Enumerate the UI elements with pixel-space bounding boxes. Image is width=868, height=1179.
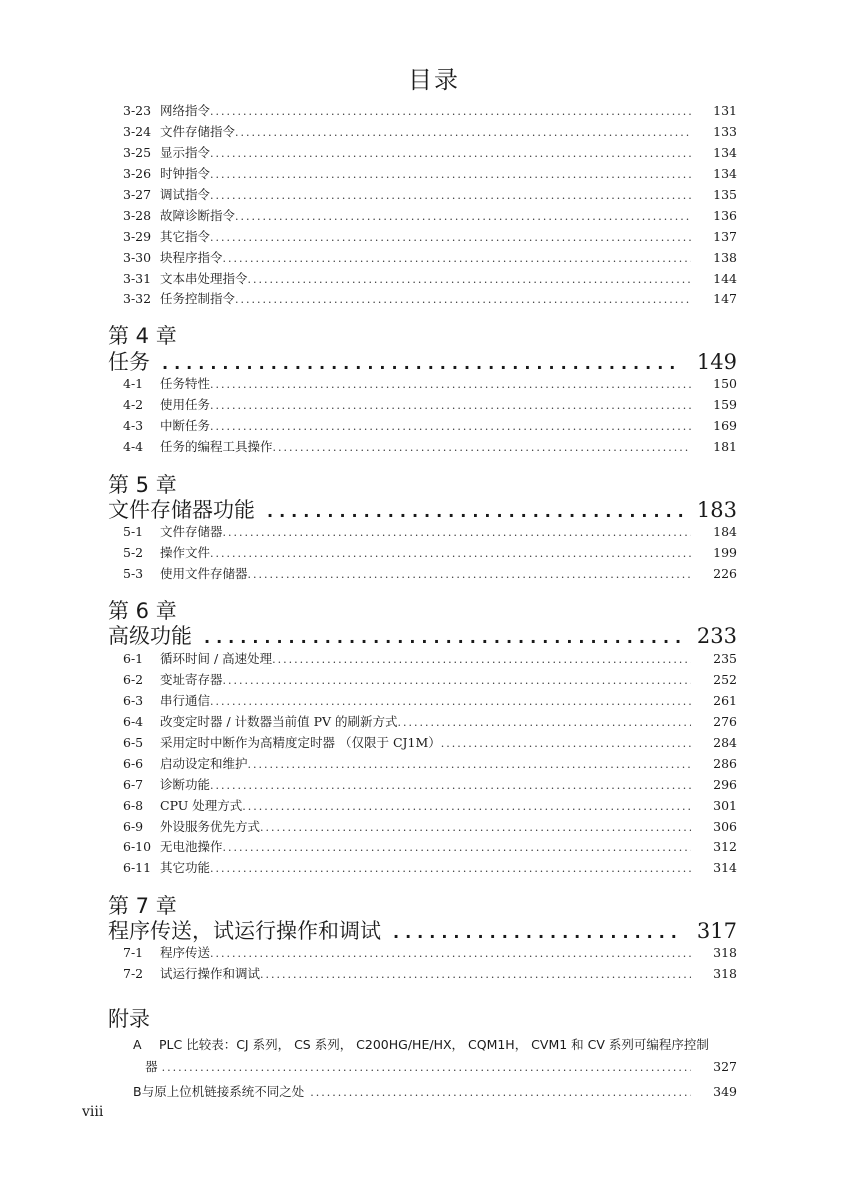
toc-entry[interactable] [123,858,737,878]
entry-page: 301 [713,798,737,813]
entry-page: 136 [713,208,737,223]
dot-leader [162,1057,691,1079]
entry-page: 306 [713,819,737,834]
toc-entry[interactable] [123,943,737,963]
entry-title: 串行通信 [160,693,211,708]
entry-title: 无电池操作 [160,839,223,854]
entry-page: 199 [713,545,737,560]
toc-entry[interactable] [123,101,737,121]
entry-title: 网络指令 [160,103,211,118]
entry-page: 147 [713,291,737,306]
entry-number: 3-26 [123,166,152,181]
toc-entry[interactable] [123,543,737,563]
entry-number: 3-29 [123,229,152,244]
entry-title: 使用任务 [160,397,211,412]
entry-page: 135 [713,187,737,202]
entry-page: 144 [713,271,737,286]
entry-page: 349 [713,1084,737,1099]
toc-entry[interactable] [123,269,737,289]
toc-entry[interactable] [123,437,737,457]
toc-entry[interactable] [123,964,737,984]
entry-title: 时钟指令 [160,166,211,181]
dot-leader [272,650,691,670]
entry-page: 318 [713,966,737,981]
entry-title: 任务控制指令 [160,291,236,306]
entry-title: 其它功能 [160,860,211,875]
entry-number: 3-24 [123,124,152,139]
entry-title: 显示指令 [160,145,211,160]
entry-number: 6-5 [123,735,144,750]
entry-number: 4-4 [123,439,144,454]
dot-leader [223,523,692,543]
appendix-entry-title-continued: 器 [145,1059,158,1074]
chapter-title: 任务 [108,350,150,374]
chapter-label: 第 7 章 [108,894,177,918]
toc-entry[interactable] [123,227,737,247]
chapter-heading[interactable] [108,496,737,524]
chapter-label: 第 5 章 [108,473,177,497]
chapter-heading[interactable] [108,917,737,945]
entry-number: 3-27 [123,187,152,202]
dot-leader [210,144,691,164]
dot-leader [210,544,691,564]
entry-page: 226 [713,566,737,581]
entry-page: 312 [713,839,737,854]
dot-leader [398,713,692,733]
dot-leader [210,859,691,879]
entry-page: 318 [713,945,737,960]
entry-number: 4-3 [123,418,144,433]
toc-entry[interactable] [123,733,737,753]
entry-number: 5-3 [123,566,144,581]
entry-number: 6-8 [123,798,144,813]
toc-entry[interactable] [123,712,737,732]
entry-page: 296 [713,777,737,792]
chapter-heading[interactable] [108,622,737,650]
entry-title: CPU 处理方式 [160,798,243,813]
entry-title: 文件存储器 [160,524,223,539]
entry-title: 块程序指令 [160,250,223,265]
entry-title: 任务的编程工具操作 [160,439,273,454]
dot-leader [210,396,691,416]
entry-title: 任务特性 [160,376,211,391]
toc-entry[interactable] [123,185,737,205]
toc-entry[interactable] [123,817,737,837]
dot-leader [248,565,692,585]
entry-title: 改变定时器 / 计数器当前值 PV 的刷新方式 [160,714,398,729]
chapter-title: 文件存储器功能 [108,498,255,522]
entry-title: 中断任务 [160,418,211,433]
entry-title: 启动设定和维护 [160,756,248,771]
entry-page: 286 [713,756,737,771]
dot-leader [210,186,691,206]
chapter-label: 第 6 章 [108,599,177,623]
toc-entry[interactable] [123,374,737,394]
entry-title: 使用文件存储器 [160,566,248,581]
entry-number: 4-2 [123,397,144,412]
entry-number: 3-23 [123,103,152,118]
entry-number: 5-2 [123,545,144,560]
entry-page: 235 [713,651,737,666]
chapter-page: 317 [696,919,737,943]
dot-leader [248,755,692,775]
dot-leader [210,375,691,395]
dot-leader [223,249,692,269]
toc-entry[interactable] [123,649,737,669]
entry-number: 6-9 [123,819,144,834]
dot-leader [210,228,691,248]
toc-entry[interactable] [123,416,737,436]
entry-page: 138 [713,250,737,265]
appendix-entry[interactable] [133,1034,737,1079]
toc-entry[interactable] [123,691,737,711]
dot-leader [441,734,691,754]
toc-entry[interactable] [123,837,737,857]
entry-number: 3-28 [123,208,152,223]
dot-leader [273,438,692,458]
toc-entry[interactable] [123,122,737,142]
entry-page: 134 [713,166,737,181]
entry-title: 循环时间 / 高速处理 [160,651,273,666]
entry-page: 284 [713,735,737,750]
appendix-letter: B [133,1084,142,1099]
dot-leader [260,818,691,838]
toc-entry[interactable] [123,248,737,268]
toc-entry[interactable] [123,289,737,309]
dot-leader [210,165,691,185]
dot-leader [248,270,692,290]
appendix-entry[interactable] [133,1081,737,1104]
entry-page: 137 [713,229,737,244]
entry-number: 3-32 [123,291,152,306]
dot-leader [235,290,691,310]
entry-number: 6-2 [123,672,144,687]
entry-title: 采用定时中断作为高精度定时器 （仅限于 CJ1M） [160,735,441,750]
entry-number: 6-10 [123,839,152,854]
appendix-entry-title: PLC 比较表：CJ 系列， CS 系列， C200HG/HE/HX， CQM1H， CVM1 和 CV 系列可编程序控制 [159,1037,709,1052]
entry-page: 131 [713,103,737,118]
entry-page: 169 [713,418,737,433]
entry-page: 327 [713,1059,737,1074]
entry-title: 调试指令 [160,187,211,202]
dot-leader [210,417,691,437]
entry-page: 276 [713,714,737,729]
dot-leader [310,1082,691,1104]
dot-leader [210,776,691,796]
appendix-entry-title: 与原上位机链接系统不同之处 [141,1084,305,1099]
toc-entry[interactable] [123,206,737,226]
entry-title: 文本串处理指令 [160,271,248,286]
dot-leader [235,123,691,143]
chapter-title: 程序传送，试运行操作和调试 [108,919,381,943]
toc-entry[interactable] [123,164,737,184]
page-folio: viii [82,1104,104,1120]
entry-number: 7-1 [123,945,144,960]
toc-entry[interactable] [123,796,737,816]
entry-page: 133 [713,124,737,139]
entry-title: 故障诊断指令 [160,208,236,223]
entry-page: 181 [713,439,737,454]
entry-number: 3-31 [123,271,152,286]
dot-leader [260,965,691,985]
chapter-label: 第 4 章 [108,324,177,348]
toc-entry[interactable] [123,564,737,584]
dot-leader [223,838,692,858]
entry-title: 其它指令 [160,229,211,244]
dot-leader [210,102,691,122]
toc-entry[interactable] [123,775,737,795]
dot-leader [235,207,691,227]
entry-page: 314 [713,860,737,875]
entry-number: 6-4 [123,714,144,729]
toc-entry[interactable] [123,754,737,774]
chapter-page: 149 [696,350,737,374]
entry-number: 3-30 [123,250,152,265]
entry-title: 外设服务优先方式 [160,819,261,834]
entry-page: 252 [713,672,737,687]
page-title: 目录 [408,66,460,94]
entry-page: 134 [713,145,737,160]
entry-title: 变址寄存器 [160,672,223,687]
toc-entry[interactable] [123,670,737,690]
entry-title: 试运行操作和调试 [160,966,261,981]
dot-leader [242,797,691,817]
chapter-title: 高级功能 [108,624,192,648]
chapter-heading[interactable] [108,348,737,376]
entry-number: 4-1 [123,376,144,391]
entry-page: 261 [713,693,737,708]
dot-leader [210,944,691,964]
entry-page: 159 [713,397,737,412]
toc-entry[interactable] [123,143,737,163]
entry-page: 150 [713,376,737,391]
entry-number: 5-1 [123,524,144,539]
entry-number: 6-7 [123,777,144,792]
entry-number: 6-6 [123,756,144,771]
entry-title: 诊断功能 [160,777,211,792]
appendix-letter: A [133,1037,142,1052]
entry-number: 6-1 [123,651,144,666]
toc-entry[interactable] [123,395,737,415]
dot-leader [210,692,691,712]
chapter-page: 233 [696,624,737,648]
entry-number: 6-11 [123,860,152,875]
entry-number: 7-2 [123,966,144,981]
toc-entry[interactable] [123,522,737,542]
appendix-title: 附录 [108,1007,150,1031]
entry-title: 文件存储指令 [160,124,236,139]
entry-title: 操作文件 [160,545,211,560]
entry-number: 3-25 [123,145,152,160]
entry-page: 184 [713,524,737,539]
dot-leader [204,624,683,652]
entry-title: 程序传送 [160,945,211,960]
entry-number: 6-3 [123,693,144,708]
dot-leader [223,671,692,691]
chapter-page: 183 [696,498,737,522]
